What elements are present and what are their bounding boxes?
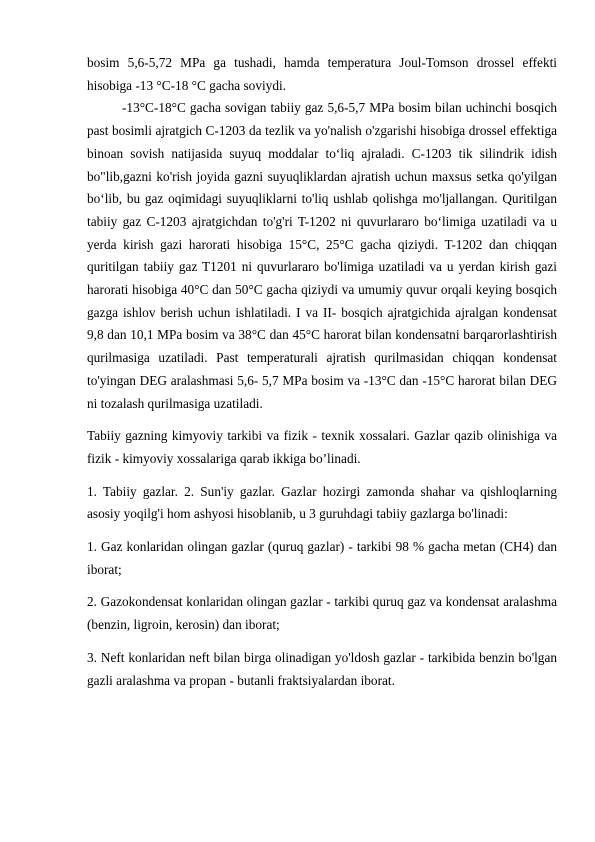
list-item-associated-gas: 3. Neft konlaridan neft bilan birga olinadigan yo'ldosh gazlar - tarkibida benzin bo'lgan gazli aralashma va propan - butanli fraktsiyalardan iborat. bbox=[87, 649, 557, 688]
document-body bbox=[87, 52, 557, 692]
list-item-gas-condensate: 2. Gazokondensat konlaridan olingan gazlar - tarkibi quruq gaz va kondensat aralashma (benzin, ligroin, kerosin) dan iborat; bbox=[87, 594, 557, 633]
paragraph-gas-types: 1. Tabiiy gazlar. 2. Sun'iy gazlar. Gazlar hozirgi zamonda shahar va qishloqlarning asosiy yoqilg'i hom ashyosi hisoblanib, u 3 guruhdagi tabiiy gazlarga bo'linadi: bbox=[87, 483, 557, 522]
paragraph-gas-properties-intro: Tabiiy gazning kimyoviy tarkibi va fizik - texnik xossalari. Gazlar qazib olinishiga va fizik - kimyoviy xossalariga qarab ikkiga bo’linadi. bbox=[87, 428, 557, 466]
list-item-dry-gas: 1. Gaz konlaridan olingan gazlar (quruq gazlar) - tarkibi 98 % gacha metan (CH4) dan iborat; bbox=[87, 539, 557, 577]
paragraph-gas-cooling-process: -13°C-18°C gacha sovigan tabiiy gaz 5,6-5,7 MPa bosim bilan uchinchi bosqich past bosimli ajratgich C-1203 da tezlik va yo'nalish o'zgarishi hisobiga drossel effektiga binoan sovish natijasida suyuq moddalar to‘liq ajraladi. C-1203 tik silindrik idish bo"lib,gazni ko'rish joyida gazni suyuqliklardan ajratish uchun maxsus setka qo'yilgan bo‘lib, bu gaz oqimidagi suyuqliklarni to'liq ushlab qolishga mo'ljallangan. Quritilgan tabiiy gaz C-1203 ajratgichdan to'g'ri T-1202 ni quvurlararo bo‘limiga uzatiladi va u yerda kirish gazi harorati hisobiga 15°C, 25°C gacha qiziydi. T-1202 dan chiqqan quritilgan tabiiy gaz T1201 ni quvurlararo bo'limiga uzatiladi va u yerdan kirish gazi harorati hisobiga 40°C dan 50°C gacha qiziydi va umumiy quvur orqali keying bosqich gazga ishlov berish uchun ishlatiladi. I va II- bosqich ajratgichida ajralgan kondensat 9,8 dan 10,1 MPa bosim va 38°C dan 45°C harorat bilan kondensatni barqarorlashtirish qurilmasiga uzatiladi. Past temperaturali ajratish qurilmasidan chiqqan kondensat to'yingan DEG aralashmasi 5,6- 5,7 MPa bosim va -13°C dan -15°C harorat bilan DEG ni tozalash qurilmasiga uzatiladi. bbox=[87, 100, 557, 411]
paragraph-continuation: bosim 5,6-5,72 MPa ga tushadi, hamda temperatura Joul-Tomson drossel effekti hisobiga -13 °C-18 °C gacha soviydi. bbox=[87, 55, 557, 93]
